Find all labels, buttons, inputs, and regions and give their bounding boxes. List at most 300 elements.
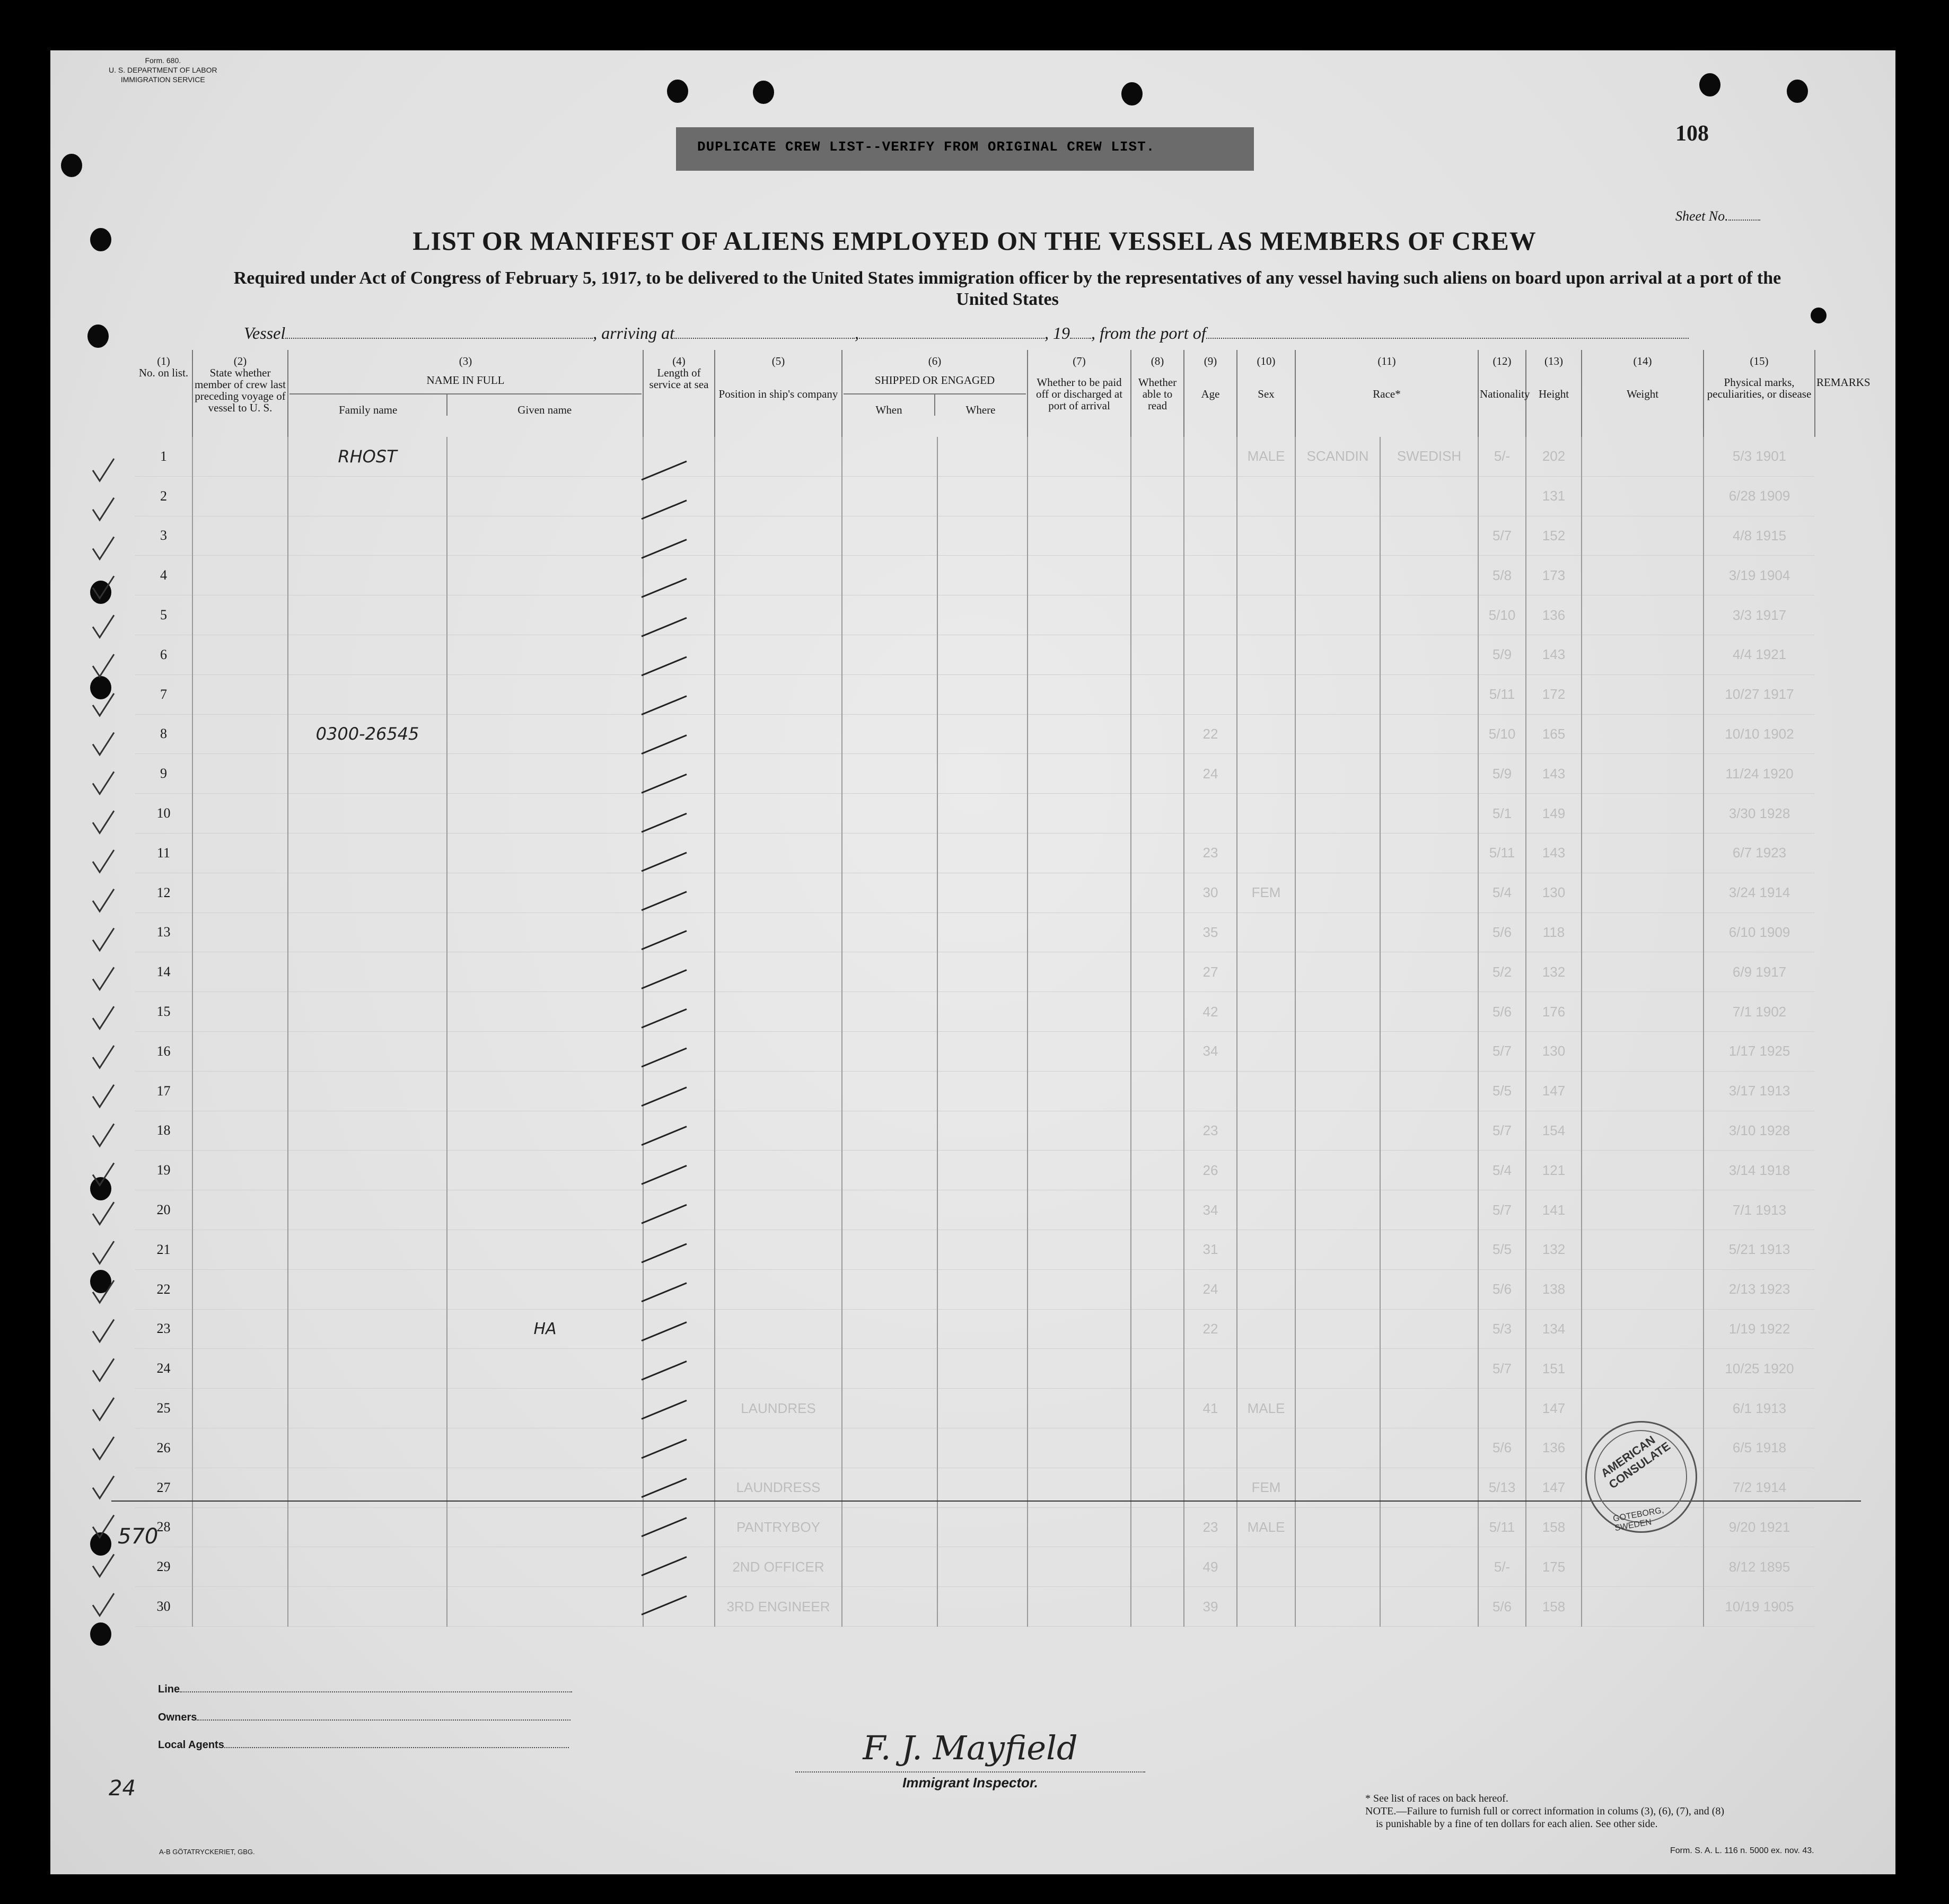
- weight-cell: 147: [1526, 1071, 1582, 1111]
- table-row: [135, 912, 1861, 952]
- prev-voyage-cell: [192, 754, 288, 794]
- prev-voyage-cell: [192, 714, 288, 754]
- consulate-stamp: [1585, 1421, 1697, 1533]
- race-cell: [1295, 1587, 1380, 1627]
- table-row: [135, 1190, 1861, 1230]
- family-name-cell: [288, 1547, 447, 1587]
- service-length-cell: [643, 1269, 715, 1309]
- race-cell: [1295, 833, 1380, 873]
- able-to-read-cell: [1131, 1031, 1184, 1071]
- weight-cell: 143: [1526, 635, 1582, 674]
- nationality-cell: [1380, 1111, 1478, 1151]
- sex-cell: [1237, 556, 1295, 595]
- signature-caption: Immigrant Inspector.: [902, 1775, 1038, 1791]
- position-cell: [715, 952, 842, 992]
- remarks-cell: 4/8 1915: [1704, 516, 1815, 556]
- prev-voyage-cell: [192, 1547, 288, 1587]
- position-cell: [715, 1071, 842, 1111]
- prev-voyage-cell: [192, 556, 288, 595]
- table-row: [135, 1309, 1861, 1349]
- able-to-read-cell: [1131, 556, 1184, 595]
- weight-cell: 147: [1526, 1389, 1582, 1428]
- vessel-line: Vessel , arriving at , , 19 , from the port of: [244, 323, 1689, 343]
- service-length-cell: [643, 1507, 715, 1547]
- weight-cell: 130: [1526, 873, 1582, 912]
- col-header-height: (13) Height: [1526, 350, 1582, 437]
- remarks-cell: 7/2 1914: [1704, 1468, 1815, 1507]
- service-length-cell: [643, 1349, 715, 1389]
- shipped-when-cell: [842, 1230, 937, 1269]
- height-cell: 5/3: [1478, 1309, 1526, 1349]
- remarks-cell: 1/19 1922: [1704, 1309, 1815, 1349]
- physical-marks-cell: [1582, 912, 1704, 952]
- prev-voyage-cell: [192, 437, 288, 476]
- shipped-where-cell: [937, 1428, 1028, 1468]
- height-cell: 5/11: [1478, 1507, 1526, 1547]
- age-cell: 23: [1184, 1507, 1237, 1547]
- given-name-cell: [447, 754, 643, 794]
- fine-note: NOTE.—Failure to furnish full or correct information in colums (3), (6), (7), and (8): [1365, 1805, 1725, 1817]
- weight-cell: 158: [1526, 1587, 1582, 1627]
- form-number: Form. 680.: [145, 56, 181, 65]
- nationality-cell: [1380, 912, 1478, 952]
- weight-cell: 176: [1526, 992, 1582, 1032]
- remarks-cell: 6/28 1909: [1704, 476, 1815, 516]
- sex-cell: [1237, 754, 1295, 794]
- family-name-cell: [288, 873, 447, 912]
- row-number: 29: [135, 1547, 192, 1587]
- position-cell: [715, 1428, 842, 1468]
- service-length-cell: [643, 437, 715, 476]
- able-to-read-cell: [1131, 1190, 1184, 1230]
- remarks-cell: 10/10 1902: [1704, 714, 1815, 754]
- position-cell: [715, 992, 842, 1032]
- height-cell: 5/5: [1478, 1230, 1526, 1269]
- table-row: [135, 1389, 1861, 1428]
- service-length-cell: [643, 794, 715, 833]
- shipped-where-cell: [937, 516, 1028, 556]
- sex-cell: MALE: [1237, 1507, 1295, 1547]
- col-header-paid-off: (7) Whether to be paid off or discharged at port of arrival: [1028, 350, 1131, 437]
- position-cell: [715, 635, 842, 674]
- family-name-cell: [288, 476, 447, 516]
- weight-cell: 136: [1526, 595, 1582, 635]
- family-name-cell: [288, 674, 447, 714]
- family-name-cell: [288, 1111, 447, 1151]
- shipped-where-cell: [937, 1547, 1028, 1587]
- remarks-cell: 11/24 1920: [1704, 754, 1815, 794]
- service-length-cell: [643, 1587, 715, 1627]
- family-name-cell: [288, 1349, 447, 1389]
- sex-cell: [1237, 912, 1295, 952]
- height-cell: 5/-: [1478, 437, 1526, 476]
- height-cell: 5/11: [1478, 833, 1526, 873]
- able-to-read-cell: [1131, 714, 1184, 754]
- paid-off-cell: [1028, 873, 1131, 912]
- height-cell: 5/9: [1478, 635, 1526, 674]
- family-name-cell: [288, 1190, 447, 1230]
- col-header-length-of-service: (4) Length of service at sea: [643, 350, 715, 437]
- prev-voyage-cell: [192, 992, 288, 1032]
- punch-hole: [90, 581, 111, 604]
- row-number: 1: [135, 437, 192, 476]
- able-to-read-cell: [1131, 992, 1184, 1032]
- service-length-cell: [643, 833, 715, 873]
- able-to-read-cell: [1131, 754, 1184, 794]
- family-name-cell: [288, 1428, 447, 1468]
- paid-off-cell: [1028, 1547, 1131, 1587]
- punch-hole: [61, 154, 82, 177]
- row-number: 12: [135, 873, 192, 912]
- position-cell: [715, 1269, 842, 1309]
- paid-off-cell: [1028, 1587, 1131, 1627]
- position-cell: [715, 873, 842, 912]
- physical-marks-cell: [1582, 754, 1704, 794]
- age-cell: 27: [1184, 952, 1237, 992]
- fine-note-cont: is punishable by a fine of ten dollars for each alien. See other side.: [1376, 1818, 1658, 1830]
- race-cell: [1295, 635, 1380, 674]
- shipped-when-cell: [842, 476, 937, 516]
- paid-off-cell: [1028, 992, 1131, 1032]
- age-cell: 30: [1184, 873, 1237, 912]
- nationality-cell: [1380, 1309, 1478, 1349]
- family-name-cell: [288, 1309, 447, 1349]
- shipped-where-cell: [937, 1309, 1028, 1349]
- shipped-where-cell: [937, 1349, 1028, 1389]
- physical-marks-cell: [1582, 1111, 1704, 1151]
- given-name-cell: [447, 794, 643, 833]
- height-cell: 5/7: [1478, 1349, 1526, 1389]
- given-name-cell: [447, 1151, 643, 1190]
- service-length-cell: [643, 1389, 715, 1428]
- service-length-cell: [643, 754, 715, 794]
- row-number: 13: [135, 912, 192, 952]
- nationality-cell: [1380, 1031, 1478, 1071]
- row-number: 24: [135, 1349, 192, 1389]
- sex-cell: [1237, 1151, 1295, 1190]
- able-to-read-cell: [1131, 476, 1184, 516]
- col-header-physical-marks: (15) Physical marks, peculiarities, or disease: [1704, 350, 1815, 437]
- paid-off-cell: [1028, 1309, 1131, 1349]
- row-number: 23: [135, 1309, 192, 1349]
- row-number: 3: [135, 516, 192, 556]
- position-cell: [715, 437, 842, 476]
- shipped-when-cell: [842, 754, 937, 794]
- able-to-read-cell: [1131, 952, 1184, 992]
- remarks-cell: 3/10 1928: [1704, 1111, 1815, 1151]
- weight-cell: 172: [1526, 674, 1582, 714]
- paid-off-cell: [1028, 1111, 1131, 1151]
- table-row: [135, 714, 1861, 754]
- table-row: [135, 952, 1861, 992]
- sheet-label: Sheet No.: [1675, 208, 1728, 224]
- height-cell: 5/2: [1478, 952, 1526, 992]
- race-cell: [1295, 674, 1380, 714]
- race-cell: [1295, 595, 1380, 635]
- col-header-no: (1) No. on list.: [138, 355, 189, 379]
- service-length-cell: [643, 1309, 715, 1349]
- weight-cell: 131: [1526, 476, 1582, 516]
- table-row: [135, 833, 1861, 873]
- shipped-where-cell: [937, 1587, 1028, 1627]
- family-name-cell: [288, 556, 447, 595]
- row-number: 14: [135, 952, 192, 992]
- paid-off-cell: [1028, 595, 1131, 635]
- given-name-cell: [447, 1230, 643, 1269]
- remarks-cell: 3/19 1904: [1704, 556, 1815, 595]
- col-header-when: When: [875, 403, 902, 416]
- position-cell: 3RD ENGINEER: [715, 1587, 842, 1627]
- family-name-cell: [288, 794, 447, 833]
- shipped-where-cell: [937, 1389, 1028, 1428]
- from-port-label: , from the port of: [1091, 323, 1206, 343]
- weight-cell: 136: [1526, 1428, 1582, 1468]
- shipped-where-cell: [937, 635, 1028, 674]
- weight-cell: 121: [1526, 1151, 1582, 1190]
- position-cell: [715, 912, 842, 952]
- page-number: 108: [1675, 121, 1709, 146]
- remarks-cell: 3/24 1914: [1704, 873, 1815, 912]
- remarks-cell: 7/1 1902: [1704, 992, 1815, 1032]
- height-cell: 5/6: [1478, 912, 1526, 952]
- sex-cell: MALE: [1237, 1389, 1295, 1428]
- age-cell: [1184, 437, 1237, 476]
- family-name-cell: [288, 1507, 447, 1547]
- race-cell: [1295, 1389, 1380, 1428]
- age-cell: 24: [1184, 754, 1237, 794]
- inspector-signature: F. J. Mayfield: [863, 1728, 1078, 1767]
- shipped-when-cell: [842, 912, 937, 952]
- prev-voyage-cell: [192, 674, 288, 714]
- age-cell: [1184, 556, 1237, 595]
- given-name-cell: [447, 1269, 643, 1309]
- table-row: [135, 437, 1861, 476]
- age-cell: [1184, 794, 1237, 833]
- nationality-cell: [1380, 714, 1478, 754]
- shipped-where-cell: [937, 912, 1028, 952]
- given-name-cell: [447, 1111, 643, 1151]
- family-name-cell: [288, 1587, 447, 1627]
- sex-cell: [1237, 1071, 1295, 1111]
- physical-marks-cell: [1582, 1031, 1704, 1071]
- row-number: 28: [135, 1507, 192, 1547]
- table-row: [135, 754, 1861, 794]
- age-cell: [1184, 1428, 1237, 1468]
- able-to-read-cell: [1131, 833, 1184, 873]
- sex-cell: [1237, 1349, 1295, 1389]
- shipped-where-cell: [937, 1190, 1028, 1230]
- physical-marks-cell: [1582, 1309, 1704, 1349]
- race-footnote: * See list of races on back hereof.: [1365, 1793, 1508, 1804]
- height-cell: [1478, 476, 1526, 516]
- paid-off-cell: [1028, 794, 1131, 833]
- weight-cell: 173: [1526, 556, 1582, 595]
- shipped-where-cell: [937, 754, 1028, 794]
- col-header-name: (3) NAME IN FULL Family name Given name: [288, 350, 643, 437]
- shipped-where-cell: [937, 437, 1028, 476]
- prev-voyage-cell: [192, 595, 288, 635]
- sex-cell: [1237, 1547, 1295, 1587]
- shipped-where-cell: [937, 1151, 1028, 1190]
- paid-off-cell: [1028, 754, 1131, 794]
- paid-off-cell: [1028, 1031, 1131, 1071]
- family-name-cell: [288, 635, 447, 674]
- remarks-cell: 5/3 1901: [1704, 437, 1815, 476]
- physical-marks-cell: [1582, 674, 1704, 714]
- paid-off-cell: [1028, 1269, 1131, 1309]
- prev-voyage-cell: [192, 1151, 288, 1190]
- able-to-read-cell: [1131, 516, 1184, 556]
- shipped-when-cell: [842, 1587, 937, 1627]
- prev-voyage-cell: [192, 1428, 288, 1468]
- able-to-read-cell: [1131, 635, 1184, 674]
- service-length-cell: [643, 476, 715, 516]
- height-cell: 5/8: [1478, 556, 1526, 595]
- weight-cell: 143: [1526, 833, 1582, 873]
- shipped-when-cell: [842, 516, 937, 556]
- weight-cell: 134: [1526, 1309, 1582, 1349]
- row-number: 6: [135, 635, 192, 674]
- paid-off-cell: [1028, 952, 1131, 992]
- service-length-cell: [643, 1230, 715, 1269]
- duplicate-stamp-text: DUPLICATE CREW LIST--VERIFY FROM ORIGINAL CREW LIST.: [697, 139, 1155, 155]
- paid-off-cell: [1028, 476, 1131, 516]
- position-cell: [715, 516, 842, 556]
- paid-off-cell: [1028, 1071, 1131, 1111]
- race-cell: [1295, 1309, 1380, 1349]
- race-cell: [1295, 1269, 1380, 1309]
- physical-marks-cell: [1582, 635, 1704, 674]
- table-row: [135, 476, 1861, 516]
- race-cell: [1295, 873, 1380, 912]
- age-cell: 23: [1184, 1111, 1237, 1151]
- line-label-row: [158, 1683, 572, 1696]
- remarks-cell: 3/30 1928: [1704, 794, 1815, 833]
- age-cell: [1184, 635, 1237, 674]
- sex-cell: FEM: [1237, 873, 1295, 912]
- weight-cell: 151: [1526, 1349, 1582, 1389]
- table-row: [135, 1587, 1861, 1627]
- race-cell: [1295, 1230, 1380, 1269]
- shipped-when-cell: [842, 595, 937, 635]
- sex-cell: [1237, 635, 1295, 674]
- row-number: 15: [135, 992, 192, 1032]
- nationality-cell: [1380, 952, 1478, 992]
- weight-cell: 158: [1526, 1507, 1582, 1547]
- remarks-cell: 4/4 1921: [1704, 635, 1815, 674]
- table-row: [135, 992, 1861, 1032]
- physical-marks-cell: [1582, 516, 1704, 556]
- punch-hole: [1787, 80, 1808, 103]
- nationality-cell: [1380, 1151, 1478, 1190]
- row-number: 21: [135, 1230, 192, 1269]
- punch-hole: [90, 676, 111, 699]
- physical-marks-cell: [1582, 1230, 1704, 1269]
- vessel-label: Vessel: [244, 323, 286, 343]
- table-row: [135, 556, 1861, 595]
- punch-hole: [90, 1177, 111, 1200]
- physical-marks-cell: [1582, 833, 1704, 873]
- nationality-cell: [1380, 674, 1478, 714]
- position-cell: [715, 1031, 842, 1071]
- height-cell: [1478, 1389, 1526, 1428]
- weight-cell: 152: [1526, 516, 1582, 556]
- nationality-cell: [1380, 833, 1478, 873]
- shipped-when-cell: [842, 714, 937, 754]
- shipped-when-cell: [842, 1190, 937, 1230]
- paid-off-cell: [1028, 833, 1131, 873]
- table-row: [135, 873, 1861, 912]
- position-cell: [715, 833, 842, 873]
- sex-cell: [1237, 516, 1295, 556]
- form-info: [109, 56, 217, 84]
- age-cell: 34: [1184, 1190, 1237, 1230]
- service-length-cell: [643, 912, 715, 952]
- given-name-cell: [447, 1507, 643, 1547]
- service-length-cell: [643, 873, 715, 912]
- race-cell: [1295, 754, 1380, 794]
- position-cell: [715, 1349, 842, 1389]
- physical-marks-cell: [1582, 714, 1704, 754]
- shipped-when-cell: [842, 1269, 937, 1309]
- service-length-cell: [643, 635, 715, 674]
- age-cell: [1184, 674, 1237, 714]
- family-name-cell: [288, 1031, 447, 1071]
- height-cell: 5/7: [1478, 1190, 1526, 1230]
- shipped-where-cell: [937, 595, 1028, 635]
- shipped-when-cell: [842, 556, 937, 595]
- height-cell: 5/7: [1478, 1031, 1526, 1071]
- prev-voyage-cell: [192, 952, 288, 992]
- col-header-remarks: REMARKS: [1815, 350, 1861, 437]
- margin-note-24: 24: [109, 1776, 136, 1801]
- race-cell: [1295, 1071, 1380, 1111]
- age-cell: [1184, 1349, 1237, 1389]
- family-name-cell: [288, 1389, 447, 1428]
- weight-cell: 132: [1526, 952, 1582, 992]
- able-to-read-cell: [1131, 912, 1184, 952]
- race-cell: [1295, 794, 1380, 833]
- arriving-label: , arriving at: [593, 323, 674, 343]
- shipped-where-cell: [937, 873, 1028, 912]
- sex-cell: [1237, 1269, 1295, 1309]
- paid-off-cell: [1028, 674, 1131, 714]
- prev-voyage-cell: [192, 1031, 288, 1071]
- sex-cell: [1237, 833, 1295, 873]
- nationality-cell: [1380, 992, 1478, 1032]
- given-name-cell: [447, 714, 643, 754]
- remarks-cell: 6/5 1918: [1704, 1428, 1815, 1468]
- able-to-read-cell: [1131, 1587, 1184, 1627]
- shipped-when-cell: [842, 833, 937, 873]
- position-cell: 2ND OFFICER: [715, 1547, 842, 1587]
- paid-off-cell: [1028, 1349, 1131, 1389]
- owners-label: Owners: [158, 1712, 197, 1723]
- nationality-cell: [1380, 1190, 1478, 1230]
- age-cell: 24: [1184, 1269, 1237, 1309]
- nationality-cell: [1380, 794, 1478, 833]
- race-cell: [1295, 1190, 1380, 1230]
- sex-cell: [1237, 1428, 1295, 1468]
- remarks-cell: 8/12 1895: [1704, 1547, 1815, 1587]
- printer-mark-right: Form. S. A. L. 116 n. 5000 ex. nov. 43.: [1670, 1846, 1814, 1855]
- position-cell: [715, 1190, 842, 1230]
- family-name-cell: [288, 992, 447, 1032]
- given-name-cell: [447, 635, 643, 674]
- year-label: , 19: [1044, 323, 1070, 343]
- stamp-bottom-text: GOTEBORG, SWEDEN: [1612, 1505, 1665, 1533]
- remarks-cell: 6/9 1917: [1704, 952, 1815, 992]
